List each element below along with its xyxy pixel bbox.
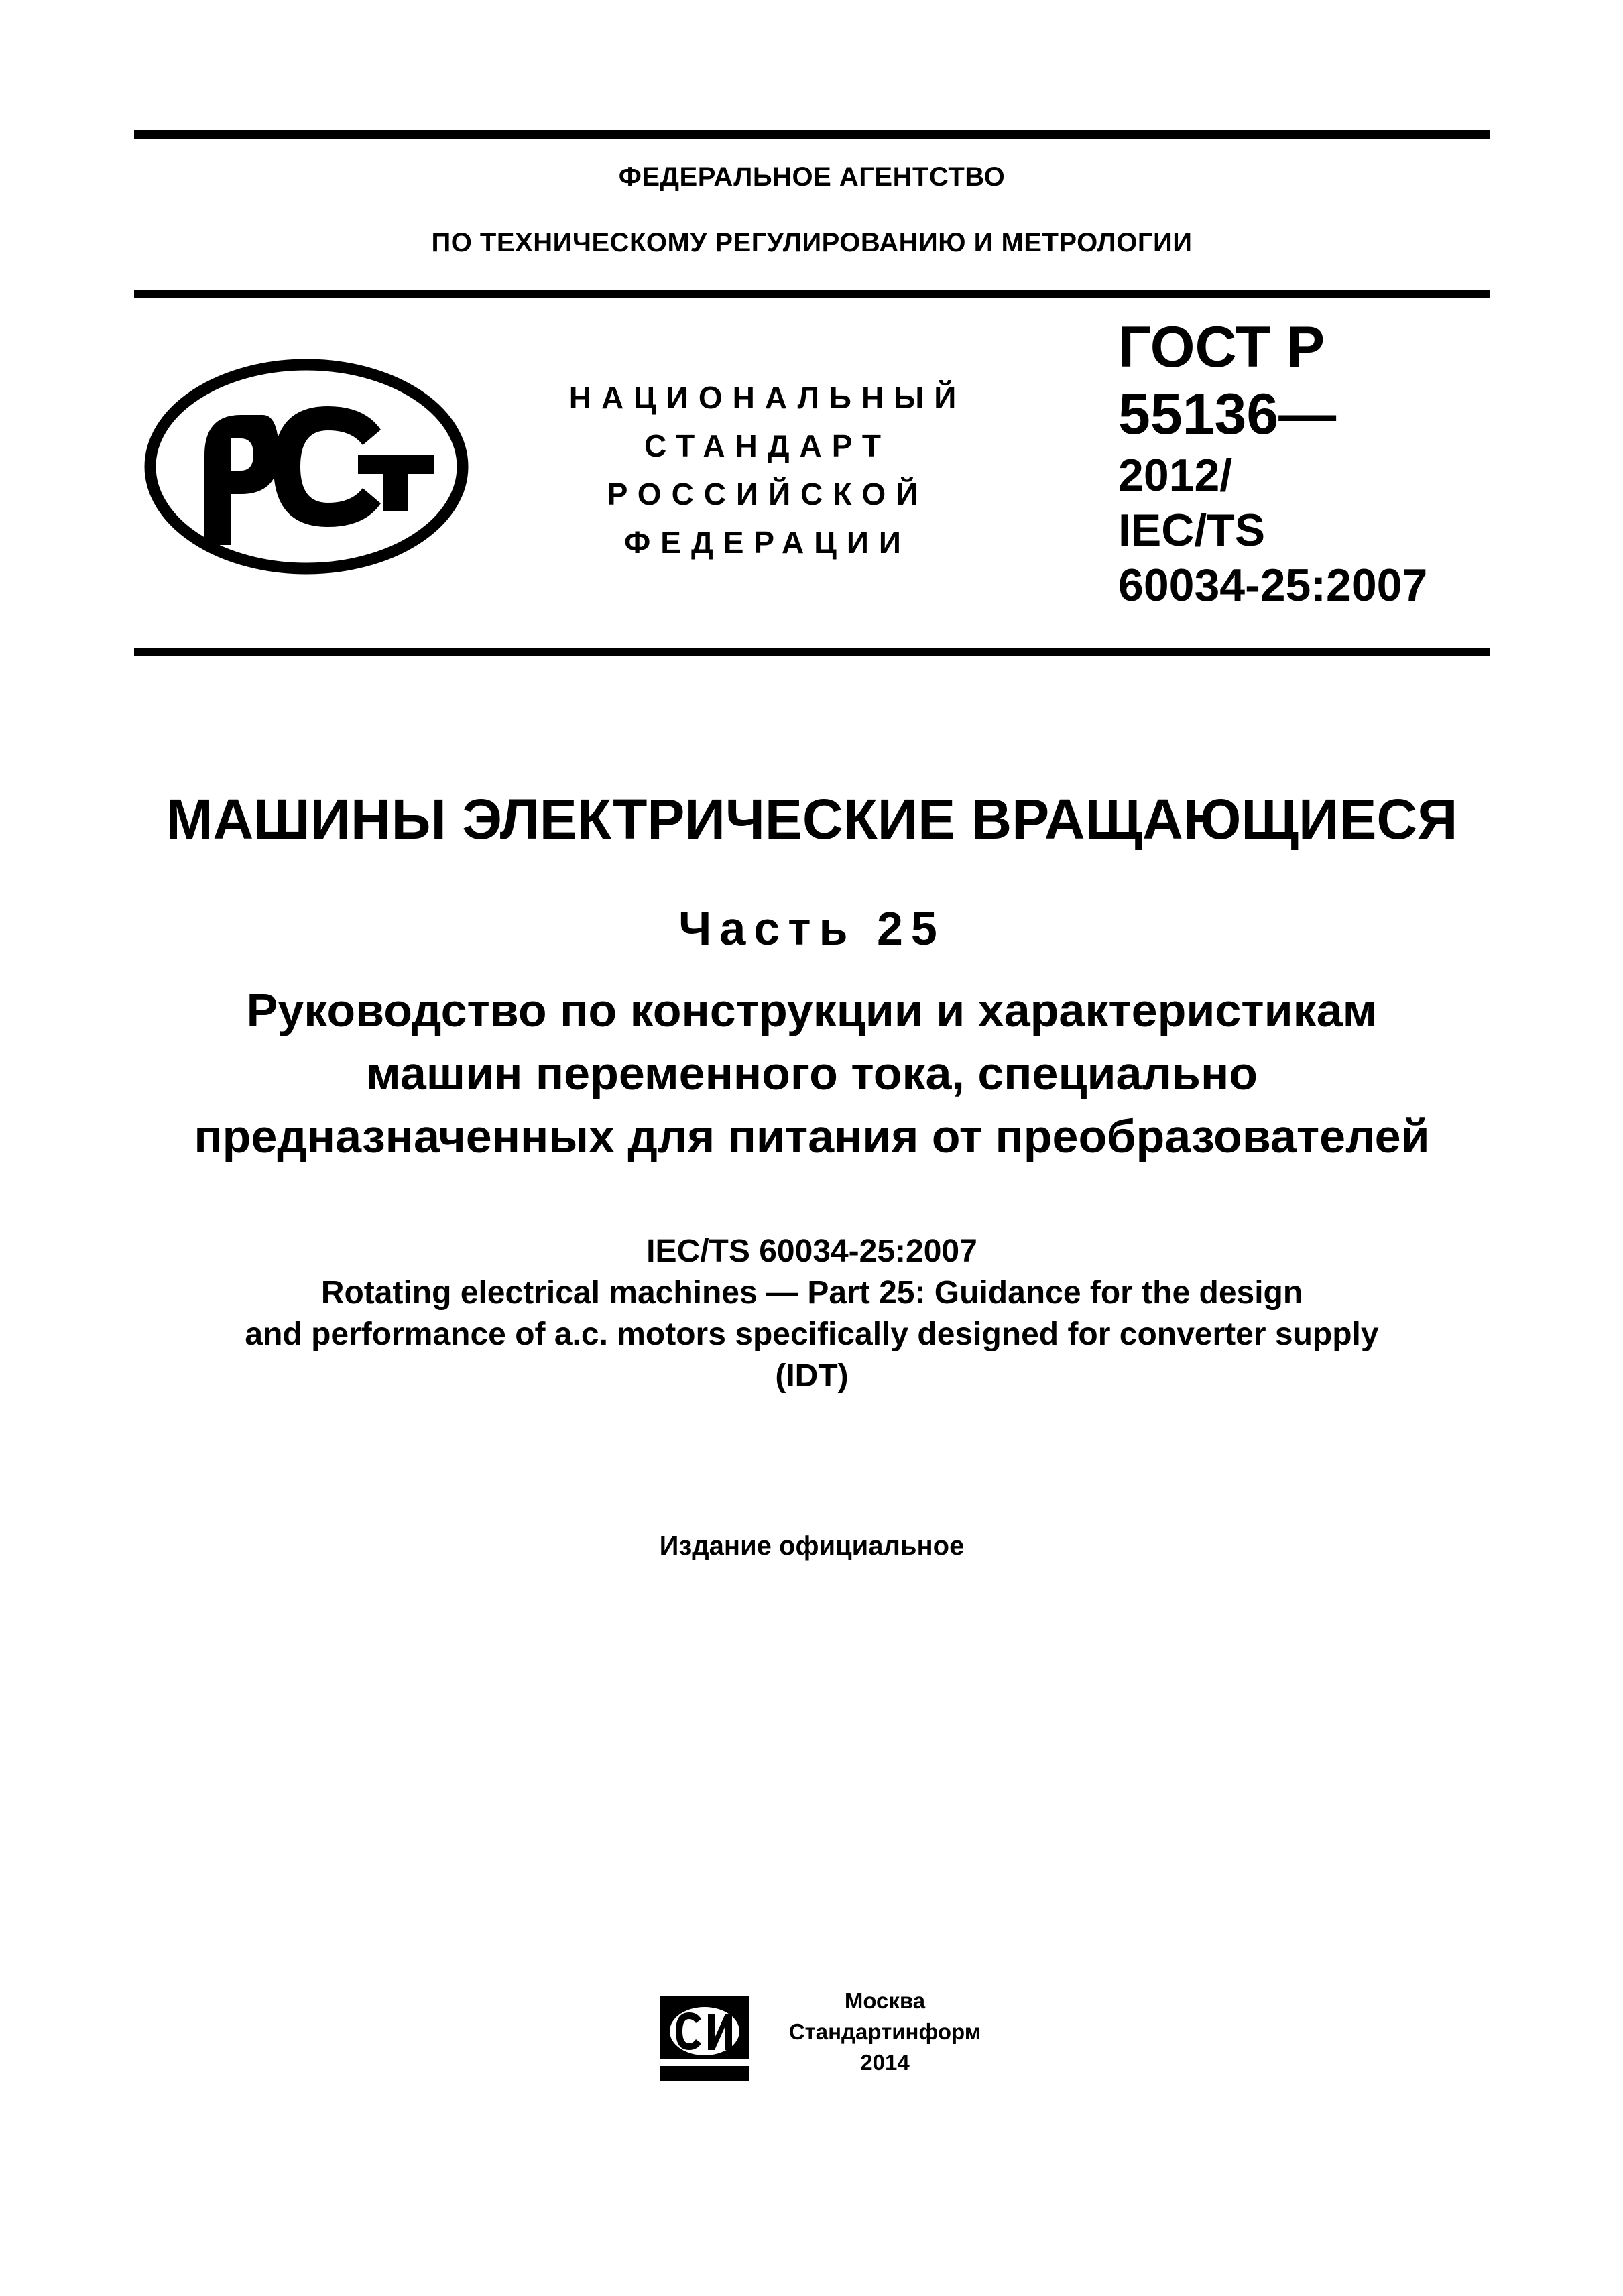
iec-reference-line: Rotating electrical machines — Part 25: Guidance for the design: [320, 1275, 1303, 1311]
national-standard-line: СТАНДАРТ: [644, 428, 891, 463]
national-standard-line: НАЦИОНАЛЬНЫЙ: [568, 380, 967, 415]
national-standard-line: РОССИЙСКОЙ: [607, 477, 928, 511]
subtitle-line: Руководство по конструкции и характеристикам: [246, 984, 1378, 1036]
iec-reference-line: and performance of a.c. motors specifically designed for converter supply: [245, 1317, 1379, 1352]
document-subtitle: [134, 979, 1490, 1168]
rst-logo: [142, 356, 471, 577]
edition-label: Издание официальное: [659, 1531, 965, 1561]
designation-rule: [134, 648, 1490, 656]
top-rule: [134, 130, 1490, 139]
iec-reference-line: IEC/TS 60034-25:2007: [646, 1233, 977, 1269]
document-title: МАШИНЫ ЭЛЕКТРИЧЕСКИЕ ВРАЩАЮЩИЕСЯ: [166, 788, 1458, 851]
designation-line: 60034-25:2007: [1118, 560, 1428, 611]
designation-line: IEC/TS: [1118, 505, 1266, 556]
standard-designation: [1118, 314, 1480, 613]
publisher-name: Стандартинформ: [788, 2019, 981, 2044]
standartinform-logo: [656, 1992, 754, 2085]
subtitle-line: предназначенных для питания от преобразователей: [194, 1110, 1430, 1162]
iec-reference: [134, 1231, 1490, 1397]
part-number: Часть 25: [678, 902, 945, 955]
iec-reference-line: (IDT): [775, 1358, 849, 1394]
publisher-year: 2014: [860, 2050, 910, 2075]
publisher-city: Москва: [844, 1988, 926, 2013]
header-rule: [134, 290, 1490, 298]
designation-line: 2012/: [1118, 450, 1233, 501]
national-standard-line: ФЕДЕРАЦИИ: [624, 525, 911, 560]
designation-line: 55136—: [1118, 382, 1337, 446]
national-standard-heading: [553, 373, 982, 566]
agency-line-1: ФЕДЕРАЛЬНОЕ АГЕНТСТВО: [618, 162, 1006, 192]
publisher-block: [764, 1986, 1006, 2078]
designation-line: ГОСТ Р: [1118, 315, 1325, 379]
subtitle-line: машин переменного тока, специально: [366, 1047, 1258, 1099]
agency-line-2: ПО ТЕХНИЧЕСКОМУ РЕГУЛИРОВАНИЮ И МЕТРОЛОГИИ: [431, 228, 1193, 257]
